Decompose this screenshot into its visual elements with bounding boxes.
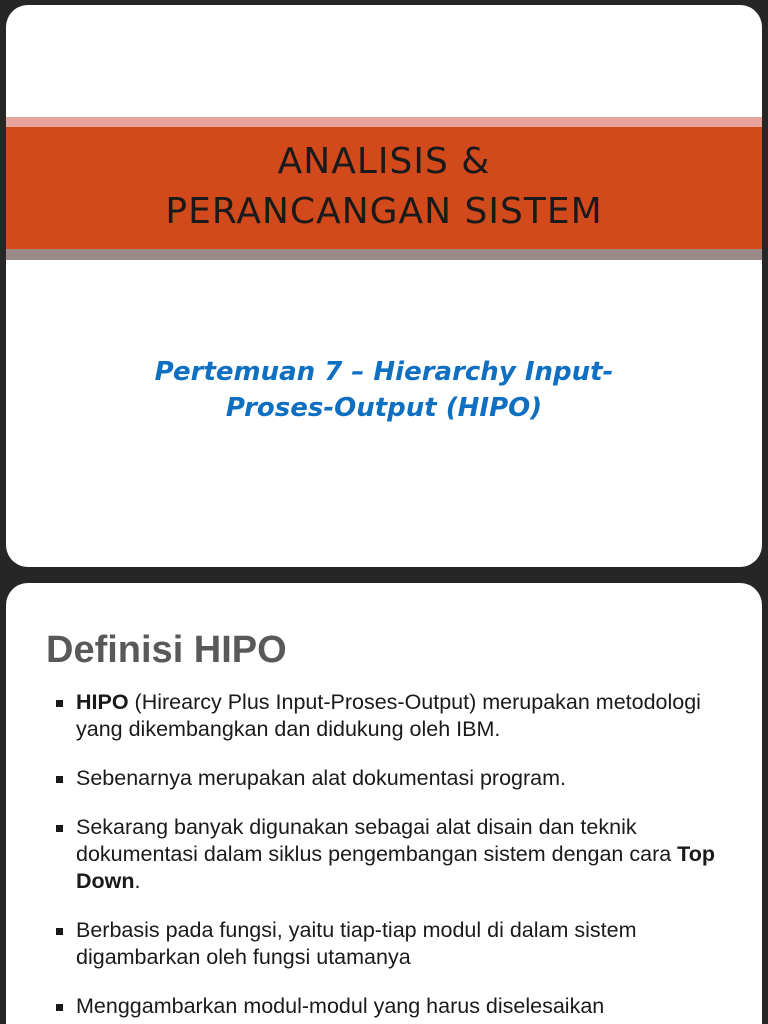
title-slide: [6, 5, 762, 567]
slide-heading: Definisi HIPO: [46, 629, 287, 671]
bullet-text: Sebenarnya merupakan alat dokumentasi program.: [76, 766, 567, 790]
slide-title-line-2: PERANCANGAN SISTEM: [165, 191, 603, 232]
bullet-bold-suffix: Top Down: [76, 842, 715, 893]
square-bullet-icon: [56, 700, 63, 707]
bullet-text: (Hirearcy Plus Input-Proses-Output) merupakan metodologi yang dikembangkan dan didukung oleh IBM.: [76, 690, 701, 741]
slide-title-line-1: ANALISIS &: [277, 141, 491, 182]
slide-subtitle-line-1: Pertemuan 7 – Hierarchy Input-: [154, 357, 614, 387]
bullet-text: Sekarang banyak digunakan sebagai alat disain dan teknik dokumentasi dalam siklus pengembangan sistem dengan cara: [76, 815, 678, 866]
square-bullet-icon: [56, 825, 63, 832]
slide-subtitle: [46, 354, 722, 426]
bullet-text: Menggambarkan modul-modul yang harus diselesaikan: [76, 994, 605, 1018]
slide-subtitle-line-2: Proses-Output (HIPO): [225, 393, 543, 423]
bullet-list: [54, 689, 744, 1024]
bullet-item: [54, 689, 744, 743]
bullet-tail: .: [134, 869, 141, 893]
square-bullet-icon: [56, 776, 63, 783]
title-band-top-stripe: [6, 117, 762, 127]
square-bullet-icon: [56, 928, 63, 935]
content-slide: [6, 583, 762, 1024]
square-bullet-icon: [56, 1004, 63, 1011]
bullet-item: [54, 917, 744, 971]
bullet-item: [54, 765, 744, 792]
bullet-item: [54, 993, 744, 1020]
bullet-text: Berbasis pada fungsi, yaitu tiap-tiap modul di dalam sistem digambarkan oleh fungsi utamanya: [76, 918, 637, 969]
title-band-bottom-stripe: [6, 249, 762, 260]
bullet-bold-prefix: HIPO: [76, 690, 129, 714]
bullet-item: [54, 814, 744, 895]
slide-title: [6, 137, 762, 237]
